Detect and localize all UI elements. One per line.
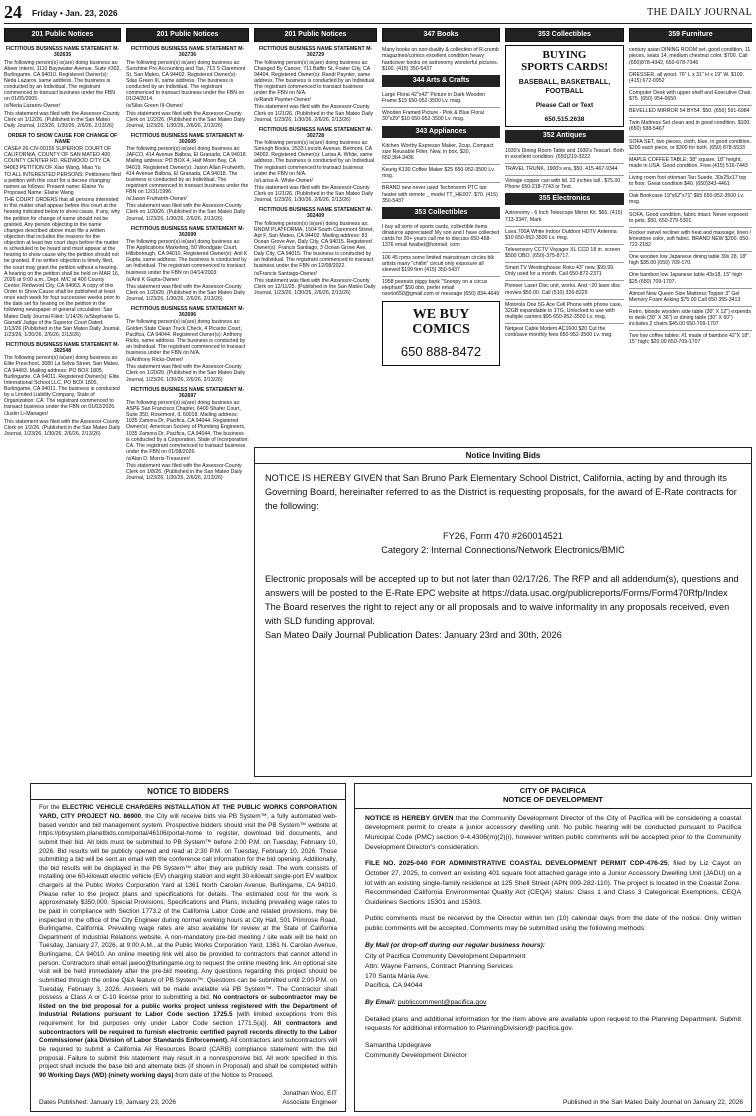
notice-signature: /s/Anil K Gupta-Owner/ — [126, 276, 180, 283]
notices-list — [4, 46, 121, 437]
notice-body: The following person(s) is(are) doing business as: Changed By Cancer, 711 Baffin St, Foster City, CA 94404. Registered Owner(s): Randi Paynter, same address. The business is conducted by an Individual. The registrant commenced to transact business under the FBN on N/A. — [254, 59, 376, 97]
classified-ad: century asian DINING ROOM set, good condition, 11 pieces, seats 14, medium chestnut color. $700. Call (650)878-4342, 650-678-7346 — [629, 47, 751, 66]
classified-list — [382, 141, 500, 204]
legal-notice — [126, 133, 249, 222]
classified-ad: Netgear Cable Modem AC1600 $20 Cut the cord/save monthly fees 650-952-3500 Lv. msg. — [505, 323, 624, 338]
notice-publication: This statement was filed with the Assessor-County Clerk on 1/20/26. (Published in the San Mateo Daily Journal, 1/23/26, 1/30/26, 2/6/26, 2/13/26) — [126, 364, 246, 383]
notice-text: All contractors and subcontractors will be required to submit a California Air Resources Board (CARB) compliance statement with the bid proposal. Failure to submit this statement may result in a nonresponsive bid. All work specified in this project shall include the base bid and alternate bids (if shown in Proposal) and shall be completed within — [39, 1037, 338, 1071]
ad-headline: COMICS — [412, 321, 470, 337]
legal-notice — [4, 46, 121, 129]
legal-notice — [254, 46, 377, 123]
section-heading: 201 Public Notices — [254, 28, 377, 42]
notice-signature: /s/Randi Paynter-Owner/ — [254, 97, 311, 104]
notice-body: The following person(s) is(are) doing business as: Elite Preschool, 3080 La Selva Street, San Mateo, CA 94403. Mailing address: PO BOX 1805, Burlingame, CA 94011. Registered Owner(s): Elite International School LLC, PO BOX 1805, Burlingame, CA 94011. The business is conducted by a Limited Liability Company, State of Organization: CA. The registrant commenced to transact business under the FBN on 01/02/2026. — [4, 355, 120, 411]
signature-title: Community Development Director — [365, 1051, 467, 1059]
section-heading: 344 Arts & Crafts — [382, 75, 500, 87]
classified-ad: Twin Mattress Set clean and in good condition. $100.(650) 588-5467 — [629, 117, 752, 132]
notice-form-line: FY26, Form 470 #260014521 — [442, 530, 564, 541]
classified-ad: One bamboo low Japanese table 43x18, 15" high $25 (650) 709-1707. — [629, 269, 752, 284]
notice-text: , the City will receive bids via PB System™, a fully automated web-based vendor and bid management system. Prospective bidders should visit the PB System™ website at https://pbsystem.planetbids.com/portal/46106/portal-home to register, download bid documents, and submit their bid. All bids must be submitted to PB System™ before 2:00 P.M. on Tuesday, February 10, 2026. Bid results will be publicly opened and read at 2:30 P.M. on Tuesday, February 10, 2026. Those submitting a bid will be sent an email with the conference call information for the bid opening. Additionally, the bid results will be displayed in the PB System™ after they are publicly read. The work consists of installing one 60-kilowatt electric vehicle (EV) charging station and eight 30-kilowatt single-port EV wallbox chargers at the Public Works Corporation Yard at 1361 North Carolan Avenue, Burlingame, CA 94010. Please refer to the project plans and specifications for details. The estimated cost for the work is approximately $350,000. Special Provisions, Specifications and Plans, including prevailing wage rates to be paid in compliance with Section 1773.2 of the California Labor Code and related provisions, may be inspected in the office of the City Engineer during normal working hours at City Hall, 501 Primrose Road, Burlingame, California. Prevailing wage rates are also available for review at the State of California Department of Industrial Relations website. A non-mandatory pre-bid meeting / site walk will be held on Tuesday, January 27, 2026, at 9:00 A.M., at the Public Works Corporation Yard, 1361 N. Carolan Avenue, Burlingame, CA 94010. An online meeting link will also be provided to contractors that cannot attend in person. Contractors shall email jawoo@burlingame.org to request the online meeting link. An optional site visit will be held immediately after the pre-bid meeting. Any questions regarding this project should be submitted through the online Q&A feature of PB System™. Questions can be submitted until 2:00 P.M. on Tuesday, February 3, 2026. Answers will be made available via PB System™. The Contractor shall possess a Class A or C-10 license prior to submitting a bid. — [39, 813, 338, 1002]
classified-ad: 1930's Dining Room Table and 1930's Teacart. Both in excellent condition. (650)219-3222 — [505, 147, 624, 160]
notice-title: FICTITIOUS BUSINESS NAME STATEMENT M-302699 — [130, 225, 245, 238]
page-number: 24 — [4, 2, 22, 22]
file-number: FILE NO. 2025-040 FOR ADMINISTRATIVE COASTAL DEVELOPMENT PERMIT CDP-476-25 — [365, 860, 668, 868]
section-heading: 201 Public Notices — [4, 28, 121, 42]
notice-text: [with limited exceptions from this requirement for bid purposes only under Labor Code section 1771.5(a)]. — [39, 1011, 337, 1028]
classified-list — [382, 90, 500, 123]
notice-body: CASE# 26-CIV-00155 SUPERIOR COURT OF CALIFORNIA, COUNTY OF SAN MATEO 400 COUNTY CENTER RD, REDWOOD CITY CA 94063 PETITION OF Xiao Wang, Miao Yu — [4, 146, 112, 171]
classified-ad: Wooden Framed Picture - Pink & Blue Floral 30"x29" $10 650-952-3500 Lv. msg. — [382, 107, 500, 122]
notice-publication: This statement was filed with the Assessor-County Clerk on 12/11/25. (Published in the San Mateo Daily Journal, 1/23/26, 1/30/26, 2/6/26, 2/13/26) — [254, 277, 376, 296]
classified-ad: Two low coffee tables: #1 made of bamboo 42"X 18", 15" high; $20.00 650-709-1707 — [629, 330, 752, 345]
notice-text: from date of the Notice to Proceed. — [173, 1071, 274, 1079]
notice-body: The following person(s) is(are) doing business as: Sunshine Pro Accounting and Tax, 713 S Claremont St, San Mateo, CA 94402. Registered Owner(s): Silas Green III, same address. The business is conducted by an Individual. The registrant commenced to transact business under the FBN on 01/24/2014. — [126, 59, 246, 103]
legal-notice — [254, 207, 377, 296]
notice-title: FICTITIOUS BUSINESS NAME STATEMENT M-302409 — [258, 207, 373, 220]
mail-address — [365, 952, 741, 991]
notice-publication: This statement was filed with the Assessor-County Clerk on 1/20/26. (Published in the San Mateo Daily Journal, 1/23/26, 1/30/26, 2/6/26, 2/13/26) — [126, 283, 246, 302]
notice-bold-text: NOTICE IS HEREBY GIVEN — [365, 814, 454, 822]
notice-title: FICTITIOUS BUSINESS NAME STATEMENT M-302696 — [130, 306, 245, 319]
ad-phone: 650.515.2638 — [544, 115, 585, 123]
section-heading: 353 Collectibles — [505, 28, 624, 42]
notice-text: For the — [39, 804, 62, 812]
publication-dates: Dates Published: January 19, January 23, 2026 — [39, 1099, 176, 1107]
classified-ad: SOFA SET, two pieces, cloth, blue, in good condition. $200 each piece, or $300 for both. (650) 878-5533 — [629, 136, 752, 151]
notice-paragraph: NOTICE IS HEREBY GIVEN that San Bruno Park Elementary School District, California, acting by and through its Governing Board, hereinafter referred to as the District is requesting proposals, for the award of E-Rate contracts for the following: — [265, 473, 737, 512]
classified-list — [505, 146, 624, 191]
page-header — [4, 2, 752, 24]
section-heading: 201 Public Notices — [126, 28, 249, 42]
notice-signature: /s/Silas Green III-Owner/ — [126, 103, 183, 110]
legal-notice — [126, 226, 249, 303]
signature-name: Samantha Updegrave — [365, 1041, 432, 1049]
classified-ad: Lava 700A White Indoor Outdoor HDTV Antenna $10 650-952-3500 Lv. msg. — [505, 226, 624, 241]
column-6 — [629, 28, 752, 443]
column-5 — [505, 28, 624, 443]
notice-publication: This statement was filed with the Assessor-County Clerk on 1/8/26. (Published in the San Mateo Daily Journal, 1/23/26, 1/30/26, 2/6/26, 2/13/26) — [126, 463, 243, 482]
notice-publication: This statement was filed with the Assessor-County Clerk on 1/12/26. (Published in the San Mateo Daily Journal, 1/23/26, 1/30/26, 2/6/26, 2/13/26) — [4, 110, 120, 129]
column-3 — [254, 28, 377, 443]
ad-call: Please Call or Text — [535, 101, 594, 109]
classified-list — [382, 222, 500, 297]
classified-ad: Motorola One 5G Ace Cell Phone with phone case, 32GB expandable to 1TG, Unlocked to use with multiple carriers $95 650-952-3500 Lv. msg. — [505, 299, 624, 320]
address-line: Attn: Wayne Farrens, Contract Planning Services — [365, 963, 513, 971]
classified-ad: Astronomy - 6 Inch Telescope Mirror Kit. $65. (415) 713-3347, Mark — [505, 210, 623, 223]
signature-title: Associate Engineer — [282, 1099, 337, 1107]
email-label: By Email: — [365, 998, 396, 1006]
notice-signature: TO ALL INTERESTED PERSONS: Petitioners filed a petition with this court for a decree changing names as follows: Present name: Elaine Yu Proposed Name: Elaine Wang — [4, 171, 121, 196]
notice-publication: This statement was filed with the Assessor-County Clerk on 1/20/26. (Published in the San Mateo Daily Journal, 1/23/26, 1/30/26, 2/6/26, 2/13/26) — [126, 203, 246, 222]
notice-title: ORDER TO SHOW CAUSE FOR CHANGE OF NAME — [7, 132, 118, 145]
signature-name: Jonathan Woo, EIT — [282, 1090, 337, 1098]
notice-inviting-bids — [254, 447, 752, 777]
notice-bold-text: All contractors and subcontractors will be required to furnish electronic certified payroll records directly to the Labor Commissioner (aka Division of Labor Standards Enforcement). — [39, 1020, 337, 1045]
notice-heading: Notice Inviting Bids — [255, 448, 751, 464]
email-link[interactable]: publiccomment@pacifica.gov — [397, 998, 487, 1006]
column-2 — [126, 28, 249, 780]
notice-body: The following person(s) is(are) doing business as: JAFCO, 414 Avenue Balboa, El Granada, CA 94018. Mailing address: PO BOX 4, Half Moon Bay, CA 94019. Registered Owner(s): Jason Allan Fruhwirth, 414 Avenue Balboa, El Granada, CA 94018. The business is conducted by an Individual. The registrant commenced to transact business under the FBN on 12/31/1996. — [126, 146, 249, 195]
notice-heading: CITY OF PACIFICA — [519, 786, 587, 795]
notices-list — [126, 46, 249, 481]
classified-ad: DRESSER, all wood. 76" L x 31" H x 19" W. $100, (415) 672-0952 — [629, 69, 752, 84]
masthead: THE DAILY JOURNAL — [647, 7, 752, 18]
notice-heading: NOTICE TO BIDDERS — [31, 784, 345, 800]
classified-list — [505, 208, 624, 338]
notice-subheading: NOTICE OF DEVELOPMENT — [502, 794, 603, 804]
classified-ad: Smart TV Westinghouse Roku 43" new, $99.99. Only used for a month. Call 650-872-2371 — [505, 262, 624, 277]
notice-body: The following person(s) is(are) doing business as: Abeer Interni, 1110 Bayswater Avenue, Suite #302, Burlingame, CA 94010. Registered Owner(s): Neda Lazarov. same address. The business is conducted by an Individual. The registrant commenced to transact business under the FBN on 01/05/2005. — [4, 59, 121, 103]
notice-publication: This statement was filed with the Assessor-County Clerk on 1/21/26. (Published in the San Mateo Daily Journal, 1/23/26, 1/30/26, 2/6/26, 2/13/26) — [254, 104, 374, 123]
classified-ad: Large Floral 42"x42" Picture in Dark Wooden Frame $15 650-952-3500 Lv. msg. — [382, 92, 486, 105]
notice-signature: /Justin Li-Manager/ — [4, 411, 49, 418]
classified-ad: 106 45 rpms some limited mainstream circles blk artists many "chitlin" circuit only exposure all sleeved $199 firm (415) 350-5437 — [382, 252, 500, 273]
notice-signature: /s/Neda Lazarov-Owner/ — [4, 103, 61, 110]
address-line: Pacifica, CA 94044 — [365, 982, 423, 990]
section-heading: 347 Books — [382, 28, 500, 42]
classified-list — [629, 45, 752, 345]
notice-signature: /s/Anthony Ricks-Owner/ — [126, 357, 184, 364]
notice-paragraph: Public comments must be received by the Director within ten (10) calendar days from the date of the notice. Only written public comments will be accepted. Comments may be submitted using the following methods: — [365, 915, 741, 933]
classified-ad: BEVELLED MIRROR 54 BY54. $50. (650) 591-6984 — [629, 105, 752, 114]
section-heading: 352 Antiques — [505, 130, 624, 142]
classified-ad: Many books on non-duality & collection of R.crumb magazines/comics excellent condition heavy hardcover books on astronomy wonderful pictures. $100. (415) 350-5437 — [382, 47, 499, 72]
publication-line: Published in the San Mateo Daily Journal on January 22, 2026 — [563, 1099, 743, 1107]
notice-title: FICTITIOUS BUSINESS NAME STATEMENT M-302736 — [130, 46, 245, 59]
notice-publication: This statement was filed with the Assessor-County Clerk on 1/2/26. (Published in the San Mateo Daily Journal, 1/23/26, 1/30/26, 2/6/26, 2/13/26) — [4, 418, 121, 437]
notice-title: FICTITIOUS BUSINESS NAME STATEMENT M-302635 — [5, 46, 120, 59]
classified-ad: SOFA, Good condition, fabric intact. Never exposed to pets, $50, 650-279-5301. — [629, 209, 752, 224]
legal-notice — [4, 342, 121, 437]
legal-notice — [254, 127, 377, 204]
notice-publication: THE COURT ORDERS that all persons interested in this matter shall appear before this court at the hearing indicated below to show cause, if any, why the petition for change of name should not be granted. Any person objecting to the name changes described above must file a written objection that includes the reasons for the objection at least two court days before the matter is scheduled to be heard and must appear at the hearing to show cause why the petition should not be granted. If no written objection is timely filed, the court may grant the petition without a hearing. A hearing on the petition shall be held on MAR 16, 2026 at 9:00 a.m., Dept. M/C at 400 County Center, Redwood City, CA 94063. A copy of this Order to Show Cause shall be published at least once each week for four successive weeks prior to the date set for hearing on the petition in the following newspaper of general circulation: San Mateo Daily Journal Filed: 1/14/26 /s/Stephanie G. Garratt/ Judge of the Superior Court Dated: 1/13/26 (Published in the San Mateo Daily Journal, 1/23/26, 1/30/26, 2/6/26, 2/13/26) — [4, 197, 121, 338]
mail-heading: By Mail (or drop-off during our regular business hours): — [365, 941, 545, 949]
classified-ad: 1958 peanuts piggy bank "Snoopy on a circus elephant" $50 obo, prefer email osorio650@gmail.com or message (650) 834-4649 — [382, 276, 500, 297]
notice-title: FICTITIOUS BUSINESS NAME STATEMENT M-302697 — [130, 386, 245, 399]
notice-signature: /s/Larisa A. White-Owner/ — [254, 177, 313, 184]
classified-ad: Telesensory CCTV Voyager XL CCD 18 in. screen $500 OBO. (650)-375-8717. — [505, 244, 624, 259]
notice-category: Category 2: Internal Connections/Network Electronics/BMIC — [381, 544, 625, 555]
notice-publication-dates: San Mateo Daily Journal Publication Dates: January 23rd and 30th, 2026 — [265, 629, 562, 640]
classified-ad: Almost New Queen Size Mattress Topper 3" Gel Memory Foam Asking $75.00 Call 650 355-3413 — [629, 288, 752, 303]
ad-subhead: BASEBALL, BASKETBALL, FOOTBALL — [518, 79, 611, 95]
ad-headline: WE BUY — [412, 307, 470, 323]
notice-paragraph: Detailed plans and additional information for the item above are available upon request to the Planning Department. Submit requests for additional information to PlanningDivision@ pacifica.gov. — [365, 1015, 741, 1033]
notice-body: The following person(s) is(are) doing business as: The Applications Marketing, 50 Woodgate Court, Hillsborough, CA 94010. Registered Owner(s): Anil K Gupta, same address. The business is conducted by an Individual. The registrant commenced to transact business under the FBN on 04/14/2003. — [126, 238, 248, 276]
column-1 — [4, 28, 121, 780]
column-4 — [382, 28, 500, 443]
notice-body: The following person(s) is(are) doing business as: ASPE San Francisco Chapter, 6400 Shafer Court, Suite 350, Rosemont, IL 60018. Mailing address: 1035 Zamora Dr, Pacifica, CA 94044. Registered Owner(s): American Society of Plumbing Engineers, 1035 Zamora Dr, Pacifica, CA 94044. The business is conducted by a Corporation, State of Incorporation: CA. The registrant commenced to transact business under the FBN on 01/08/2026. — [126, 399, 249, 455]
notice-bold-text: No contractors or subcontractor may be listed on the bid proposal for a public works project unless registered with the Department of Industrial Relations pursuant to Labor Code section 1725.5 — [39, 994, 337, 1019]
notice-bold-text: 90 Working Days (WD) (ninety working days) — [39, 1071, 174, 1079]
address-line: 170 Santa Maria Ave. — [365, 972, 430, 980]
city-of-pacifica-notice — [354, 783, 752, 1112]
section-heading: 353 Collectibles — [382, 207, 500, 219]
legal-notice — [126, 306, 249, 383]
section-heading: 359 Furniture — [629, 28, 752, 42]
notice-body: The following person(s) is(are) doing business as: Golden State Clean Truck Check, 4 Picardo Court, Pacifica, CA 94044. Registered Owner(s): Anthony Ricks, same address. The business is conducted by an Individual. The registrant commenced to transact business under the FBN on N/A. — [126, 319, 246, 356]
notice-text: that the Community Development Director of the City of Pacifica will be considering a coastal development permit to create a junior accessory dwelling unit. No public hearing will be conducted pursuant to Pacifica Municipal Code (PMC) section 9-4.4306(m)(2)(i), however written public comments will be accepted prior to the Community Development Director's consideration. — [365, 814, 741, 851]
classified-ad: Computer Desk with upper shelf and Executive Chair. $75. (650) 954-0650 — [629, 87, 752, 102]
classified-ad: Keurig K130 Coffee Maker $25 650-952-3500 Lv. msg. — [382, 164, 500, 179]
buying-sports-cards-ad — [505, 45, 624, 127]
address-line: City of Pacifica Community Development Department — [365, 953, 526, 961]
ad-headline: BUYING — [542, 49, 587, 62]
notice-text: , filed by Liz Cayot on October 27, 2025, to convert an existing 401 square foot attached garage into a Junior Accessory Dwelling Unit (JADU) on a lot with an existing single-family residence at 125 Shell Street (APN 009-282-110). The project is located in the Coastal Zone. Recommended California Environmental Quality Act (CEQA) status: Class 1 and Class 3 Categorical Exemptions, CEQA Guidelines Sections 15301 and 15303. — [365, 860, 742, 906]
classified-ad: One wooden low Japanese dining table 39x 28, 18" high $35.00 (650) 709-170. — [629, 251, 752, 266]
notice-paragraph: Electronic proposals will be accepted up to but not later than 02/17/26. The RFP and all addendum(s), questions and answers will be posted to the E-Rate EPC website at https://data.usac.org/publicreports/Forms/Form470Rfp/Index — [265, 574, 739, 599]
project-title: ELECTRIC VEHICLE CHARGERS INSTALLATION AT THE PUBLIC WORKS CORPORATION YARD, CITY PROJECT NO. 86900 — [39, 804, 337, 821]
classified-ad: Living room foot ottoman Tan Suede, 30x25x17 top to floor. Great condition $40. (650)343-4461 — [629, 172, 752, 187]
notice-title: FICTITIOUS BUSINESS NAME STATEMENT M-302605 — [130, 132, 245, 145]
classified-ad: BRAND new never used Technivorm PTC tan heater with remote _ model TT_HE007. $70. (415) 350-5437 — [382, 182, 500, 203]
classified-ad: MAPLE COFFEE TABLE; 38" square, 18" height, made in USA. Good condition. Free.(415) 516-7443 — [629, 154, 752, 169]
section-heading: 343 Appliances — [382, 126, 500, 138]
notice-title: FICTITIOUS BUSINESS NAME STATEMENT M-302729 — [258, 46, 373, 59]
classified-ad: I buy all sorts of sports cards, collectible items dinaturos appreciated! My son and I have collected cards for 20+ years call me to discuss 650-458-1376 email fwaibel@hotmail. com — [382, 224, 500, 249]
section-heading: 355 Electronics — [505, 193, 624, 205]
issue-date: Friday • Jan. 23, 2026 — [32, 8, 118, 18]
legal-notice — [4, 133, 121, 338]
we-buy-comics-ad — [382, 301, 500, 366]
classified-ad: Kitchen Worthy Expresso Maker, 2cup. Compact size Reusable Filter, New, in box, $20, 650.364.3436 — [382, 142, 494, 161]
classified-ad: TRAVEL TRUNK, 1900's era, $50. 415-467-9344. — [505, 163, 624, 172]
notice-title: FICTITIOUS BUSINESS NAME STATEMENT M-302548 — [5, 342, 120, 355]
ad-phone: 650 888-8472 — [400, 343, 482, 359]
notice-body: The following person(s) is(are) doing business as: RNDM PLATFORMA, 1504 South Claremont Street, Apt F, San Mateo, CA 94402. Mailing address: 83 Ocean Grove Ave, Daly City, CA 94015. Registered Owner(s): Francis Santiago, 3 Ocean Grove Ave, Daly City, CA 94015. The business is conducted by an Individual. The registrant commenced to transact business under the FBN on 12/08/2022. — [254, 220, 374, 270]
notice-body: The following person(s) is(are) doing business as: Simurgh Books, 2533 Lincoln Avenue, Belmont, CA 94002. Registered Owner(s): Larisa A. White, same address. The business is conducted by an Individual. The registrant commenced to transact business under the FBN on N/A. — [254, 140, 376, 177]
classified-ad: Vintage copper can with lid. 22 inches tall.. $75.00 . Phone 650-218-7743 or Text. — [505, 175, 624, 190]
notices-list — [254, 46, 377, 296]
notice-publication: This statement was filed with the Assessor-County Clerk on 1/21/26. (Published in the San Mateo Daily Journal, 1/23/26, 1/30/26, 2/6/26, 2/13/26) — [254, 184, 374, 204]
notice-paragraph: The Board reserves the right to reject any or all proposals and to waive informality in any proposals received, even with SLD funding approval. — [265, 602, 730, 626]
classified-ad: Pioneer Laser Disc unit, works. And ~20 laser disc movies $50.00. Call (510) 326-8229 — [505, 280, 624, 295]
notice-publication: This statement was filed with the Assessor-County Clerk on 1/22/26. (Published in the San Mateo Daily Journal, 1/23/26, 1/30/26, 2/6/26, 2/13/26) — [126, 110, 246, 129]
notice-title: FICTITIOUS BUSINESS NAME STATEMENT M-302728 — [258, 126, 373, 139]
legal-notice — [126, 387, 249, 482]
notice-signature: /s/Alan D. Morris-Treasurer/ — [126, 456, 190, 462]
classified-ad: Rocker swivel recliner with heat and massage, linen / limestone color, soft fabric. BRAND NEW $200. 650-722-2182 — [629, 227, 752, 248]
notice-signature: /s/Francis Santiago-Owner/ — [254, 270, 317, 277]
ad-headline: SPORTS CARDS! — [521, 61, 608, 74]
classified-ad: Retro, blonde wooden side table (30" X 12") expends to desk (30" X 36") or dining table (30" X 60") includes 2 chairs $45.00 650-709-1707 — [629, 306, 752, 327]
notice-to-bidders — [30, 783, 346, 1112]
notice-signature: /s/Jason Fruhwirth-Owner/ — [126, 196, 187, 203]
classified-ad: Oak Bookcase 19"x62"x71" $65 650-952-3500 Lv. msg. — [629, 190, 752, 205]
legal-notice — [126, 46, 249, 129]
